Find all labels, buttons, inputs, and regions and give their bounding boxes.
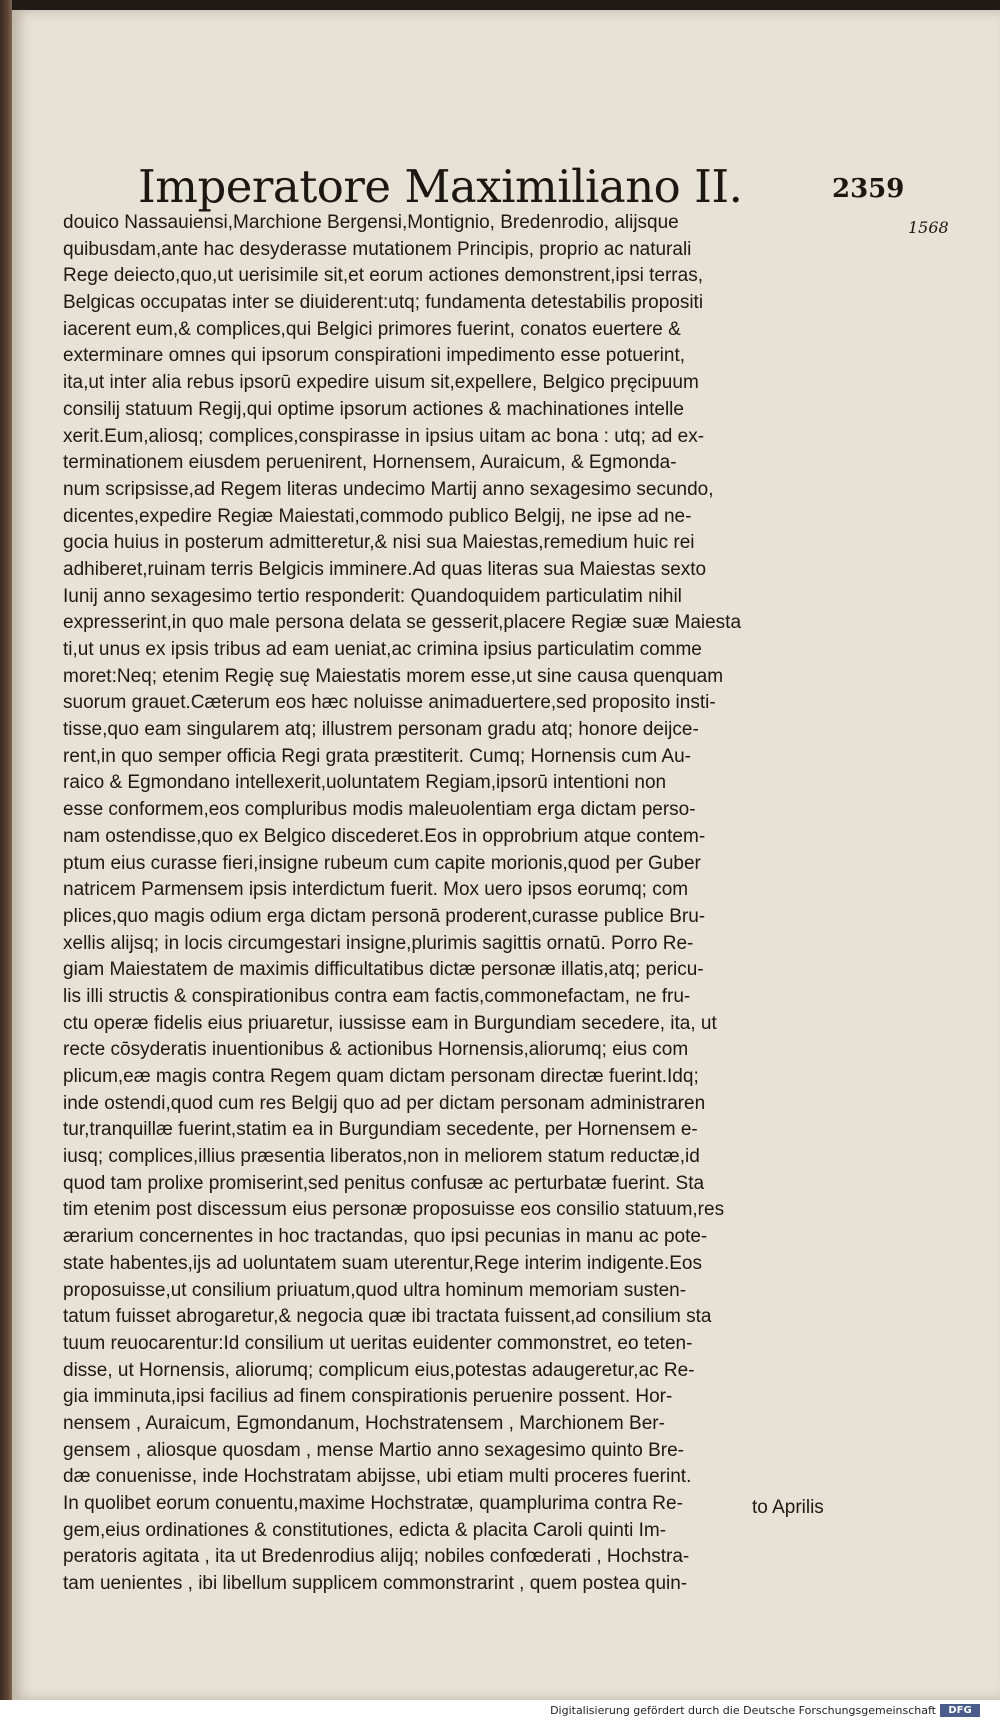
text-line: esse conformem,eos compluribus modis maleuolentiam erga dictam perso-: [63, 799, 696, 821]
text-line: ptum eius curasse fieri,insigne rubeum cum capite morionis,quod per Guber: [63, 852, 701, 874]
text-line: In quolibet eorum conuentu,maxime Hochstratæ, quamplurima contra Re-: [63, 1493, 683, 1514]
book-edge: [0, 0, 12, 1700]
text-line: lis illi structis & conspirationibus contra eam factis,commonefactam, ne fru-: [63, 985, 691, 1007]
text-line: consilij statuum Regij,qui optime ipsorum actiones & machinationes intelle: [63, 398, 684, 420]
text-line: xellis alijsq; in locis circumgestari insigne,plurimis sagittis ornatū. Porro Re-: [63, 932, 694, 954]
text-line: tuum reuocarentur:Id consilium ut ueritas euidenter commonstret, eo teten-: [63, 1332, 693, 1354]
text-line: tam uenientes , ibi libellum supplicem commonstrarint , quem postea quin-: [63, 1573, 688, 1595]
text-line: nensem , Auraicum, Egmondanum, Hochstratensem , Marchionem Ber-: [63, 1412, 665, 1434]
text-line: quibusdam,ante hac desyderasse mutationem Principis, proprio ac naturali: [63, 238, 692, 260]
text-line: iusq; complices,illius præsentia liberatos,non in meliorem statum reductæ,id: [63, 1146, 700, 1168]
text-line: gensem , aliosque quosdam , mense Martio anno sexagesimo quinto Bre-: [63, 1439, 685, 1461]
page-number: 2359: [832, 174, 905, 204]
text-line: rent,in quo semper officia Regi grata præstiterit. Cumq; Hornensis cum Au-: [63, 745, 691, 767]
catchword: to Aprilis: [752, 1497, 824, 1518]
text-line: tur,tranquillæ fuerint,statim ea in Burgundiam secedente, per Hornensem e-: [63, 1119, 698, 1141]
text-line: dæ conuenisse, inde Hochstratam abijsse, ubi etiam multi proceres fuerint.: [63, 1466, 692, 1488]
dfg-logo: DFG: [940, 1704, 980, 1717]
text-line: xerit.Eum,aliosq; complices,conspirasse in ipsius uitam ac bona : utq; ad ex-: [63, 425, 705, 447]
text-line: ita,ut inter alia rebus ipsorū expedire uisum sit,expellere, Belgico pręcipuum: [63, 372, 699, 394]
text-line: dicentes,expedire Regiæ Maiestati,commodo publico Belgij, ne ipse ad ne-: [63, 505, 692, 527]
text-line: tim etenim post discessum eius personæ proposuisse eos consilio statuum,res: [63, 1199, 725, 1221]
text-line: ctu operæ fidelis eius priuaretur, iussisse eam in Burgundiam secedere, ita, ut: [63, 1012, 717, 1034]
text-line: raico & Egmondano intellexerit,uoluntatem Regiam,ipsorū intentioni non: [63, 772, 667, 794]
page-top-shadow: [12, 0, 1000, 10]
margin-year-note: 1568: [908, 218, 949, 237]
text-line: Iunij anno sexagesimo tertio responderit: Quandoquidem particulatim nihil: [63, 585, 682, 607]
text-line: disse, ut Hornensis, aliorumq; complicum eius,potestas adaugeretur,ac Re-: [63, 1359, 695, 1381]
text-line: ærarium concernentes in hoc tractandas, quo ipsi pecunias in manu ac pote-: [63, 1226, 708, 1248]
text-line: gocia huius in posterum admitteretur,& nisi sua Maiestas,remedium huic rei: [63, 532, 695, 554]
text-line: nam ostendisse,quo ex Belgico discederet.Eos in opprobrium atque contem-: [63, 825, 706, 847]
digitization-credit: Digitalisierung gefördert durch die Deutsche Forschungsgemeinschaft: [550, 1704, 936, 1717]
text-line: gia imminuta,ipsi facilius ad finem conspirationis peruenire possent. Hor-: [63, 1386, 673, 1408]
text-line: expresserint,in quo male persona delata se gesserit,placere Regiæ suæ Maiesta: [63, 612, 742, 634]
text-line: giam Maiestatem de maximis difficultatibus dictæ personæ illatis,atq; pericu-: [63, 959, 704, 981]
running-head: Imperatore Maximiliano II.: [138, 160, 743, 213]
text-line: Belgicas occupatas inter se diuiderent:utq; fundamenta detestabilis propositi: [63, 292, 704, 314]
body-text: [63, 210, 909, 1598]
text-line: ti,ut unus ex ipsis tribus ad eam ueniat,ac crimina ipsius particulatim comme: [63, 639, 702, 660]
text-line: state habentes,ijs ad uoluntatem suam uterentur,Rege interim indigente.Eos: [63, 1252, 702, 1274]
text-line: natricem Parmensem ipsis interdictum fuerit. Mox uero ipsos eorumq; com: [63, 879, 689, 901]
text-line: plicum,eæ magis contra Regem quam dictam personam directæ fuerint.Idq;: [63, 1066, 699, 1087]
text-line: iacerent eum,& complices,qui Belgici primores fuerint, conatos euertere &: [63, 318, 681, 340]
text-line: Rege deiecto,quo,ut uerisimile sit,et eorum actiones demonstrent,ipsi terras,: [63, 265, 703, 287]
text-line: inde ostendi,quod cum res Belgij quo ad per dictam personam administraren: [63, 1092, 706, 1114]
text-line: plices,quo magis odium erga dictam personā proderent,curasse publice Bru-: [63, 905, 706, 927]
text-line: proposuisse,ut consilium priuatum,quod ultra hominum memoriam susten-: [63, 1279, 687, 1301]
text-line: moret:Neq; etenim Regię suę Maiestatis morem esse,ut sine causa quenquam: [63, 665, 724, 687]
text-line: num scripsisse,ad Regem literas undecimo Martij anno sexagesimo secundo,: [63, 478, 714, 500]
text-line: tatum fuisset abrogaretur,& negocia quæ ibi tractata fuissent,ad consilium sta: [63, 1306, 712, 1328]
text-line: gem,eius ordinationes & constitutiones, edicta & placita Caroli quinti Im-: [63, 1519, 667, 1541]
text-line: tisse,quo eam singularem atq; illustrem personam gradu atq; honore deijce-: [63, 719, 699, 741]
text-line: exterminare omnes qui ipsorum conspirationi impedimento esse potuerint,: [63, 345, 686, 367]
text-line: recte cōsyderatis inuentionibus & actionibus Hornensis,aliorumq; eius com: [63, 1039, 689, 1061]
text-line: quod tam prolixe promiserint,sed penitus confusæ ac perturbatæ fuerint. Sta: [63, 1172, 705, 1194]
text-line: peratoris agitata , ita ut Bredenrodius alijq; nobiles confœderati , Hochstra-: [63, 1546, 690, 1568]
text-line: terminationem eiusdem peruenirent, Hornensem, Auraicum, & Egmonda-: [63, 452, 677, 474]
text-line: adhiberet,ruinam terris Belgicis imminere.Ad quas literas sua Maiestas sexto: [63, 558, 707, 580]
text-line: suorum grauet.Cæterum eos hæc noluisse animaduertere,sed proposito insti-: [63, 692, 716, 714]
text-line: douico Nassauiensi,Marchione Bergensi,Montignio, Bredenrodio, alijsque: [63, 212, 679, 233]
